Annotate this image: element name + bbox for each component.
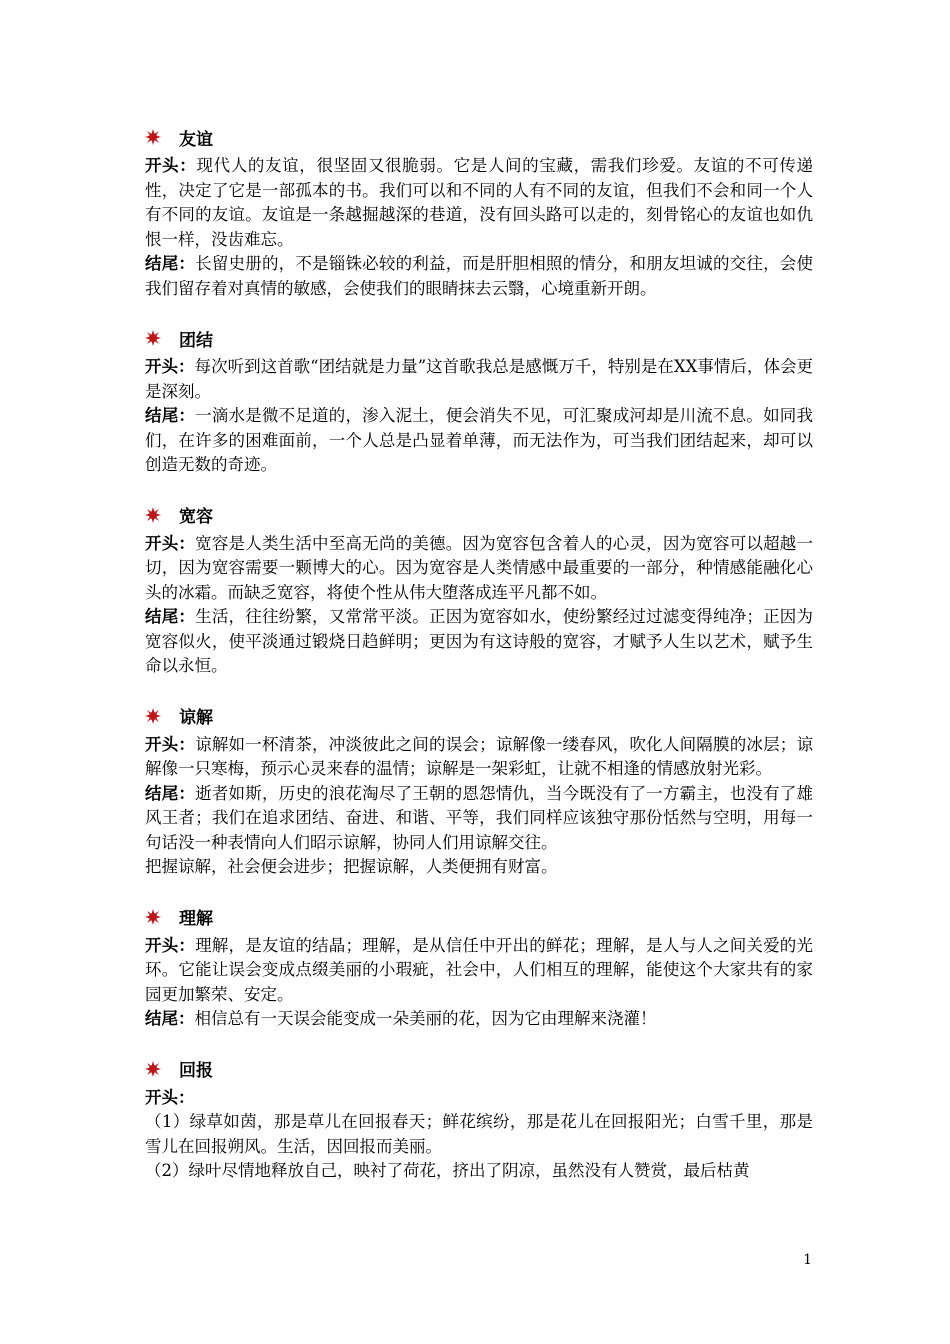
paragraph-text: 理解，是友谊的结晶；理解，是从信任中开出的鲜花；理解，是人与人之间关爱的光环。它能让误会变成点缀美丽的小瑕疵，社会中，人们相互的理解，能使这个大家共有的家园更加繁荣、安定。	[145, 935, 814, 1004]
section-friendship	[145, 120, 813, 301]
section-title: 团结	[179, 330, 213, 351]
red-bullet-icon	[145, 905, 179, 929]
paragraph-label: 开头：	[145, 357, 195, 376]
paragraph-text: 长留史册的，不是锱铢必较的利益，而是肝胆相照的情分，和朋友坦诚的交往，会使我们留存着对真情的敏感，会使我们的眼睛抹去云翳，心境重新开朗。	[145, 254, 814, 298]
section-tolerance	[145, 498, 813, 679]
paragraph-text: 每次听到这首歌“团结就是力量”这首歌我总是感慨万千，特别是在XX事情后，体会更是深刻。	[145, 357, 813, 401]
red-bullet-icon	[145, 125, 179, 149]
red-bullet-icon	[145, 704, 179, 728]
red-bullet-icon	[145, 503, 179, 527]
section-title: 宽容	[179, 507, 213, 527]
paragraph-text: 把握谅解，社会便会进步；把握谅解，人类便拥有财富。	[145, 857, 558, 876]
paragraph-text: 谅解如一杯清茶，冲淡彼此之间的误会；谅解像一缕春风，吹化人间隔膜的冰层；谅解像一只寒梅，预示心灵来春的温情；谅解是一架彩虹，让就不相逢的情感放射光彩。	[145, 734, 814, 778]
paragraph-label: 开头：	[145, 156, 197, 175]
paragraph-label: 开头：	[145, 734, 196, 754]
paragraph-text: （1）绿草如茵，那是草儿在回报春天；鲜花缤纷，那是花儿在回报阳光；白雪千里，那是雪儿在回报朔风。生活，因回报而美丽。	[145, 1112, 813, 1156]
section-heading	[145, 699, 813, 733]
paragraph-label: 开头：	[145, 533, 196, 553]
section-repayment	[145, 1052, 813, 1184]
paragraph-label: 结尾：	[145, 607, 196, 626]
red-bullet-icon	[145, 326, 179, 350]
paragraph-text: 逝者如斯，历史的浪花淘尽了王朝的恩怨情仇，当今既没有了一方霸主，也没有了雄风王者；我们在追求团结、奋进、和谐、平等，我们同样应该独守那份恬然与空明，用每一句话没一种表情向人们昭示谅解，协同人们用谅解交往。	[145, 783, 814, 852]
paragraph-extra	[145, 855, 813, 880]
section-understanding	[145, 900, 813, 1032]
paragraph-opening	[145, 355, 813, 404]
paragraph-ending	[145, 1007, 813, 1032]
paragraph-text: 相信总有一天误会能变成一朵美丽的花，因为它由理解来浇灌！	[194, 1009, 657, 1028]
document-body	[145, 120, 813, 1204]
paragraph-item	[145, 1159, 813, 1184]
paragraph-text: 宽容是人类生活中至高无尚的美德。因为宽容包含着人的心灵，因为宽容可以超越一切，因为宽容需要一颗博大的心。因为宽容是人类情感中最重要的一部分，种情感能融化心头的冰霜。而缺乏宽容，将使个性从伟大堕落成连平凡都不如。	[145, 533, 814, 602]
paragraph-opening	[145, 1086, 813, 1111]
paragraph-opening	[145, 532, 813, 606]
section-title: 理解	[179, 909, 213, 929]
red-bullet-icon	[145, 1057, 179, 1081]
section-heading	[145, 900, 813, 934]
paragraph-label: 开头：	[145, 1087, 195, 1107]
paragraph-item	[145, 1110, 813, 1159]
paragraph-ending	[145, 782, 813, 856]
paragraph-text: （2）绿叶尽情地释放自己，映衬了荷花，挤出了阴凉，虽然没有人赞赏，最后枯黄	[145, 1161, 750, 1180]
section-title: 友谊	[179, 129, 213, 150]
paragraph-text: 生活，往往纷繁，又常常平淡。正因为宽容如水，使纷繁经过过滤变得纯净；正因为宽容似火，使平淡通过锻烧日趋鲜明；更因为有这诗般的宽容，才赋予人生以艺术，赋予生命以永恒。	[145, 607, 814, 675]
paragraph-opening	[145, 934, 813, 1008]
section-unity	[145, 321, 813, 478]
section-heading	[145, 321, 813, 355]
paragraph-ending	[145, 404, 813, 478]
paragraph-label: 结尾：	[145, 254, 196, 273]
section-heading	[145, 498, 813, 532]
paragraph-opening	[145, 733, 813, 782]
section-heading	[145, 1052, 813, 1086]
paragraph-label: 结尾：	[145, 406, 196, 425]
section-title: 回报	[179, 1061, 213, 1081]
paragraph-text: 现代人的友谊，很坚固又很脆弱。它是人间的宝藏，需我们珍爱。友谊的不可传递性，决定了它是一部孤本的书。我们可以和不同的人有不同的友谊，但我们不会和同一个人有不同的友谊。友谊是一条越掘越深的巷道，没有回头路可以走的，刻骨铭心的友谊也如仇恨一样，没齿难忘。	[145, 156, 814, 249]
paragraph-opening	[145, 154, 813, 252]
paragraph-label: 开头：	[145, 935, 196, 955]
page-number: 1	[803, 1252, 812, 1268]
section-forgiveness	[145, 699, 813, 880]
paragraph-ending	[145, 252, 813, 301]
section-heading	[145, 120, 813, 154]
paragraph-label: 结尾：	[145, 1009, 195, 1028]
paragraph-label: 结尾：	[145, 783, 196, 803]
paragraph-text: 一滴水是微不足道的，渗入泥土，便会消失不见，可汇聚成河却是川流不息。如同我们，在许多的困难面前，一个人总是凸显着单薄，而无法作为，可当我们团结起来，却可以创造无数的奇迹。	[145, 406, 814, 474]
paragraph-ending	[145, 605, 813, 679]
section-title: 谅解	[179, 708, 213, 728]
